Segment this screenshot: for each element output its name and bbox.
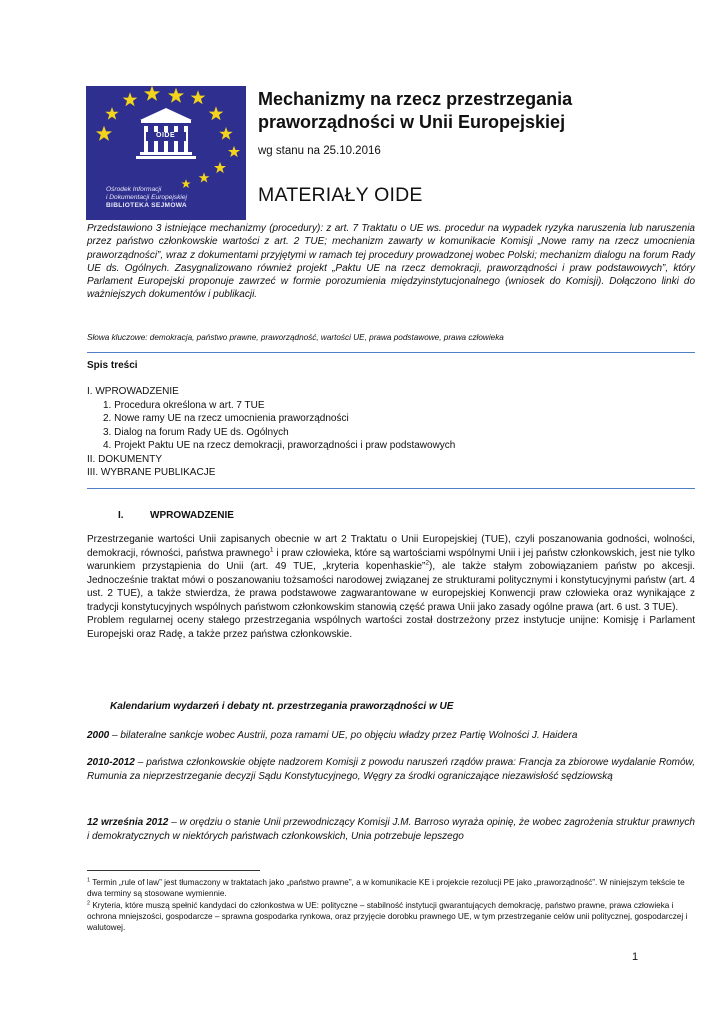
logo-acronym: OIDE <box>156 132 176 139</box>
calendar-entry-date: 12 września 2012 <box>87 817 169 828</box>
toc-item[interactable]: III. WYBRANE PUBLIKACJE <box>87 467 216 478</box>
section-title: WPROWADZENIE <box>150 510 234 521</box>
toc-item[interactable]: 3. Dialog na forum Rady UE ds. Ogólnych <box>103 426 289 438</box>
footnote-1-number: 1 <box>87 877 91 884</box>
footnotes <box>87 877 695 934</box>
calendar-entry <box>87 816 695 843</box>
calendar-entry <box>87 729 695 743</box>
calendar-entry-text: – bilateralne sankcje wobec Austrii, poza ramami UE, po objęciu władzy przez Partię Wolności J. Haidera <box>109 730 578 741</box>
divider-bottom <box>87 488 695 489</box>
divider-top <box>87 352 695 353</box>
toc-item[interactable]: II. DOKUMENTY <box>87 453 163 465</box>
toc-item[interactable]: 1. Procedura określona w art. 7 TUE <box>103 399 265 411</box>
footnote-ref-2[interactable]: 2 <box>425 559 429 567</box>
table-of-contents <box>87 385 687 480</box>
keywords: Słowa kluczowe: demokracja, państwo prawne, praworządność, wartości UE, prawa podstawowe, prawa człowieka <box>87 333 504 342</box>
document-date: wg stanu na 25.10.2016 <box>258 145 381 157</box>
logo-line-3: BIBLIOTEKA SEJMOWA <box>106 202 187 209</box>
paragraph-2: Problem regularnej oceny stałego przestrzegania wspólnych wartości został dostrzeżony przez instytucje unijne: Komisję i Parlament Europejski oraz Radę, a także przez państwa członkowskie. <box>87 615 695 640</box>
paragraph-1 <box>87 533 695 614</box>
calendar-heading: Kalendarium wydarzeń i debaty nt. przestrzegania praworządności w UE <box>110 701 454 712</box>
footnote-ref-1[interactable]: 1 <box>269 546 274 554</box>
section-number: I. <box>118 510 124 521</box>
section-body <box>87 533 695 641</box>
abstract: Przedstawiono 3 istniejące mechanizmy (procedury): z art. 7 Traktatu o UE ws. procedur na wypadek ryzyka naruszenia lub naruszenia przez państwo członkowskie wartości z art. 2 TUE; mechanizm zawarty w komunikacie Komisji „Nowe ramy na rzecz umocnienia praworządności”, wraz z dokumentami przyjętymi w ramach tej procedury prowadzonej wobec Polski; mechanizm dialogu na forum Rady UE ds. Ogólnych. Zasygnalizowano również projekt „Paktu UE na rzecz demokracji, praworządności i praw podstawowych”, który Parlament Europejski proponuje zawrzeć w formie porozumienia międzyinstytucjonalnego (wniosek do Komisji). Dołączono linki do ważniejszych dokumentów i publikacji. <box>87 223 695 301</box>
calendar-entry-text: – w orędziu o stanie Unii przewodniczący Komisji J.M. Barroso wyraża opinię, że wobec zagrożenia struktur prawnych i demokratycznych w niektórych państwach członkowskich, Unia potrzebuje lepszego <box>87 817 695 842</box>
calendar-entry-date: 2010-2012 <box>87 757 135 768</box>
calendar-entry-text: – państwa członkowskie objęte nadzorem Komisji z powodu naruszeń rządów prawa: Francja za zbiorowe wydalanie Romów, Rumunia za nieprzestrzeganie decyzji Sądu Konstytucyjnego, Węgry za środki ograniczające niezawisłość sędziowską <box>87 757 695 782</box>
footnote-1-text: Termin „rule of law” jest tłumaczony w traktatach jako „państwo prawne”, a w komunikacie KE i projekcie rezolucji PE jako „praworządność”. W niniejszym tekście te dwa terminy są stosowane wymiennie. <box>87 878 685 898</box>
paragraph-1-part-b: i praw człowieka, które są wartościami wspólnymi Unii i jej państw członkowskich, jest nie tylko warunkiem przystąpienia do Unii (art. 49 TUE, „kryteria kopenhaskie” <box>87 547 695 572</box>
title-line-1: Mechanizmy na rzecz przestrzegania <box>258 89 573 109</box>
toc-title: Spis treści <box>87 360 138 371</box>
series-title: MATERIAŁY OIDE <box>258 184 423 206</box>
toc-item[interactable]: I. WPROWADZENIE <box>87 386 179 397</box>
footnote-1 <box>87 877 695 899</box>
title-line-2: praworządności w Unii Europejskiej <box>258 112 566 132</box>
page-number: 1 <box>632 951 639 963</box>
calendar-entry-date: 2000 <box>87 730 110 741</box>
calendar-entry <box>87 756 695 783</box>
toc-item[interactable]: 2. Nowe ramy UE na rzecz umocnienia praworządności <box>103 413 349 424</box>
document-title <box>258 88 658 134</box>
toc-item[interactable]: 4. Projekt Paktu UE na rzecz demokracji, praworządności i praw podstawowych <box>103 440 456 451</box>
logo-line-2: i Dokumentacji Europejskiej <box>106 194 187 201</box>
footnote-2-text: Kryteria, które muszą spełnić kandydaci do członkostwa w UE: polityczne – stabilność instytucji gwarantujących demokrację, państwo prawne, prawa człowieka i ochrona mniejszości, gospodarcze – sprawna gospodarka rynkowa, oraz przyjęcie dorobku prawnego UE, w tym przestrzeganie celów unii politycznej, gospodarczej i walutowej. <box>87 901 688 932</box>
oide-logo <box>86 86 246 220</box>
logo-caption <box>106 186 234 210</box>
footnote-2-number: 2 <box>87 900 91 907</box>
logo-line-1: Ośrodek Informacji <box>106 186 162 193</box>
paragraph-1-part-c: ), ale także stałym zobowiązaniem państw po akcesji. Jednocześnie traktat mówi o poszanowaniu tożsamości narodowej związanej ze strukturami politycznymi i konstytucyjnymi państw (art. 4 ust. 2 TUE), a także stwierdza, że prawa podstawowe zagwarantowane w europejskiej Konwencji praw człowieka oraz wynikające z tradycji konstytucyjnych wspólnych państwom członkowskim stanowią część prawa Unii jako zasady ogólne prawa (art. 6 ust. 3 TUE). <box>87 561 695 613</box>
paragraph-1-part-a: Przestrzeganie wartości Unii zapisanych obecnie w art 2 Traktatu o Unii Europejskiej (TUE), czyli poszanowania godności, wolności, demokracji, równości, państwa prawnego <box>87 534 695 559</box>
footnote-separator <box>87 870 260 871</box>
footnote-2 <box>87 900 695 933</box>
